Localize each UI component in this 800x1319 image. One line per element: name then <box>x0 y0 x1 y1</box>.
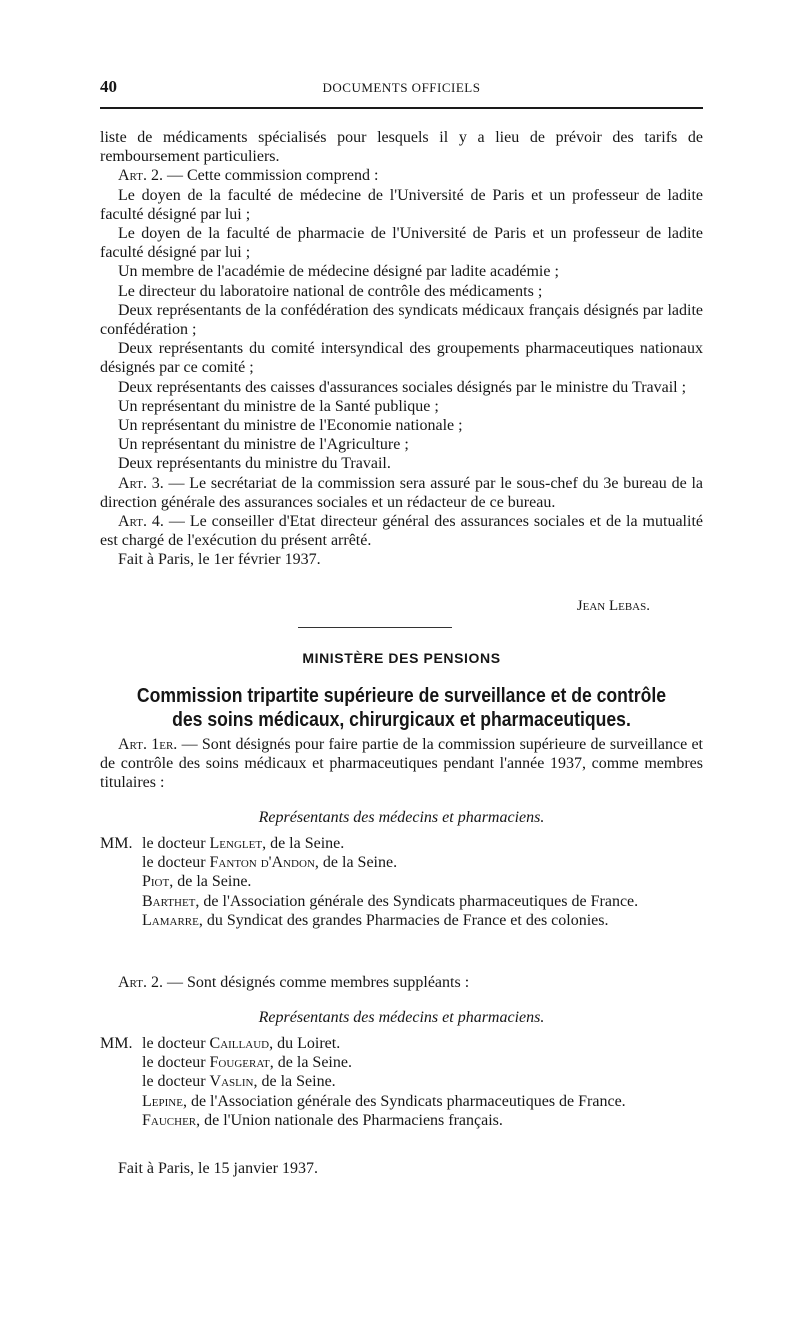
member-entry: Un membre de l'académie de médecine désigné par ladite académie ; <box>118 263 559 281</box>
member-detail: , de l'Union nationale des Pharmaciens français. <box>196 1111 503 1129</box>
page-header <box>100 77 703 97</box>
member-entry: Le doyen de la faculté de pharmacie de l'Université de Paris et un professeur de ladite faculté désigné par lui ; <box>100 225 703 262</box>
list-item <box>100 1072 703 1091</box>
signature: Jean Lebas. <box>576 598 650 614</box>
member-entry: Deux représentants de la confédération des syndicats médicaux français désignés par ladite confédération ; <box>100 301 703 339</box>
member-entry: Deux représentants du comité intersyndical des groupements pharmaceutiques nationaux désignés par ce comité ; <box>100 340 703 377</box>
mm-label: MM. <box>100 835 133 852</box>
member-prefix: le docteur <box>142 1035 210 1052</box>
member-entry: Le doyen de la faculté de médecine de l'Université de Paris et un professeur de ladite faculté désigné par lui ; <box>100 186 703 223</box>
paragraph-intro: liste de médicaments spécialisés pour lesquels il y a lieu de prévoir des tarifs de remboursement particuliers. <box>100 129 703 166</box>
member-detail: , de la Seine. <box>169 873 252 891</box>
member-detail: , de la Seine. <box>262 835 345 852</box>
member-name: Vaslin <box>209 1073 254 1091</box>
list-item <box>100 872 703 891</box>
member-detail: , de l'Association générale des Syndicats pharmaceutiques de France. <box>195 892 639 910</box>
ministry-title: MINISTÈRE DES PENSIONS <box>302 650 501 666</box>
article-label: Art. 2. <box>118 167 163 185</box>
list-item <box>100 834 703 853</box>
titulaires-list <box>100 834 703 930</box>
member-prefix: le docteur <box>142 854 210 872</box>
member-prefix: le docteur <box>142 1073 210 1091</box>
article-1 <box>100 735 703 793</box>
article-2-suppleants <box>100 974 703 992</box>
suppleants-list <box>100 1034 703 1130</box>
member-name: Lamarre <box>142 911 199 929</box>
member-name: Piot <box>142 873 170 891</box>
article-text: — Sont désignés comme membres suppléants : <box>162 974 470 991</box>
member-prefix: le docteur <box>142 1054 210 1072</box>
member-name: Lenglet <box>209 835 263 852</box>
list-item <box>100 1111 703 1130</box>
article-text: — Le secrétariat de la commission sera assuré par le sous-chef du 3e bureau de la direction générale des assurances sociales et un rédacteur de ce bureau. <box>100 474 704 511</box>
header-rule <box>100 107 703 109</box>
list-item <box>100 911 703 930</box>
mm-label: MM. <box>100 1035 133 1052</box>
member-detail: , du Loiret. <box>269 1035 341 1052</box>
article-text: — Le conseiller d'Etat directeur général des assurances sociales et de la mutualité est chargé de l'exécution du présent arrêté. <box>100 513 703 550</box>
member-name: Fougerat <box>209 1054 270 1072</box>
member-entry: Deux représentants du ministre du Travail. <box>118 455 391 473</box>
member-name: Faucher <box>142 1111 197 1129</box>
decree-continuation <box>100 128 703 570</box>
member-name: Lepine <box>142 1092 183 1110</box>
list-item <box>100 1034 703 1053</box>
list-item <box>100 1053 703 1072</box>
member-name: Caillaud <box>209 1035 270 1052</box>
article-4 <box>100 512 703 550</box>
date-line-2: Fait à Paris, le 15 janvier 1937. <box>118 1160 318 1177</box>
member-detail: , de la Seine. <box>314 854 398 872</box>
article-3 <box>100 474 703 512</box>
member-entry: Un représentant du ministre de l'Economie nationale ; <box>118 417 463 435</box>
member-detail: , de la Seine. <box>253 1073 336 1091</box>
list-item <box>100 1092 703 1111</box>
member-detail: , du Syndicat des grandes Pharmacies de France et des colonies. <box>198 911 609 929</box>
subheading-suppleants: Représentants des médecins et pharmaciens. <box>258 1009 545 1026</box>
member-detail: , de la Seine. <box>269 1054 352 1072</box>
member-entry: Deux représentants des caisses d'assurances sociales désignés par le ministre du Travail ; <box>118 378 687 396</box>
running-title: DOCUMENTS OFFICIELS <box>322 80 481 95</box>
section-divider <box>298 627 452 628</box>
list-item <box>100 892 703 911</box>
article-text: — Sont désignés pour faire partie de la commission supérieure de surveillance et de contrôle des soins médicaux et pharmaceutiques pendant l'année 1937, comme membres titulaires : <box>100 736 704 792</box>
article-1-text <box>100 735 703 793</box>
member-detail: , de l'Association générale des Syndicats pharmaceutiques de France. <box>182 1092 626 1110</box>
member-entry: Le directeur du laboratoire national de contrôle des médicaments ; <box>118 282 543 300</box>
member-entry: Un représentant du ministre de la Santé publique ; <box>118 397 439 415</box>
article-text: — Cette commission comprend : <box>162 167 379 185</box>
article-2-heading <box>100 166 703 185</box>
commission-title: Commission tripartite supérieure de surveillance et de contrôle des soins médicaux, chirurgicaux et pharmaceutiques. <box>136 685 667 731</box>
subheading-titulaires: Représentants des médecins et pharmaciens. <box>258 809 545 826</box>
page-number: 40 <box>100 77 117 96</box>
article-label: Art. 1er. <box>118 736 178 753</box>
member-prefix: le docteur <box>142 835 210 852</box>
member-entry: Un représentant du ministre de l'Agriculture ; <box>118 436 409 454</box>
date-line: Fait à Paris, le 1er février 1937. <box>118 551 321 569</box>
article-label: Art. 2. <box>118 974 163 991</box>
member-name: Barthet <box>142 892 196 910</box>
article-label: Art. 3. <box>118 474 164 492</box>
member-name: Fanton d'Andon <box>209 854 315 872</box>
article-label: Art. 4. <box>118 513 164 531</box>
list-item <box>100 853 703 872</box>
